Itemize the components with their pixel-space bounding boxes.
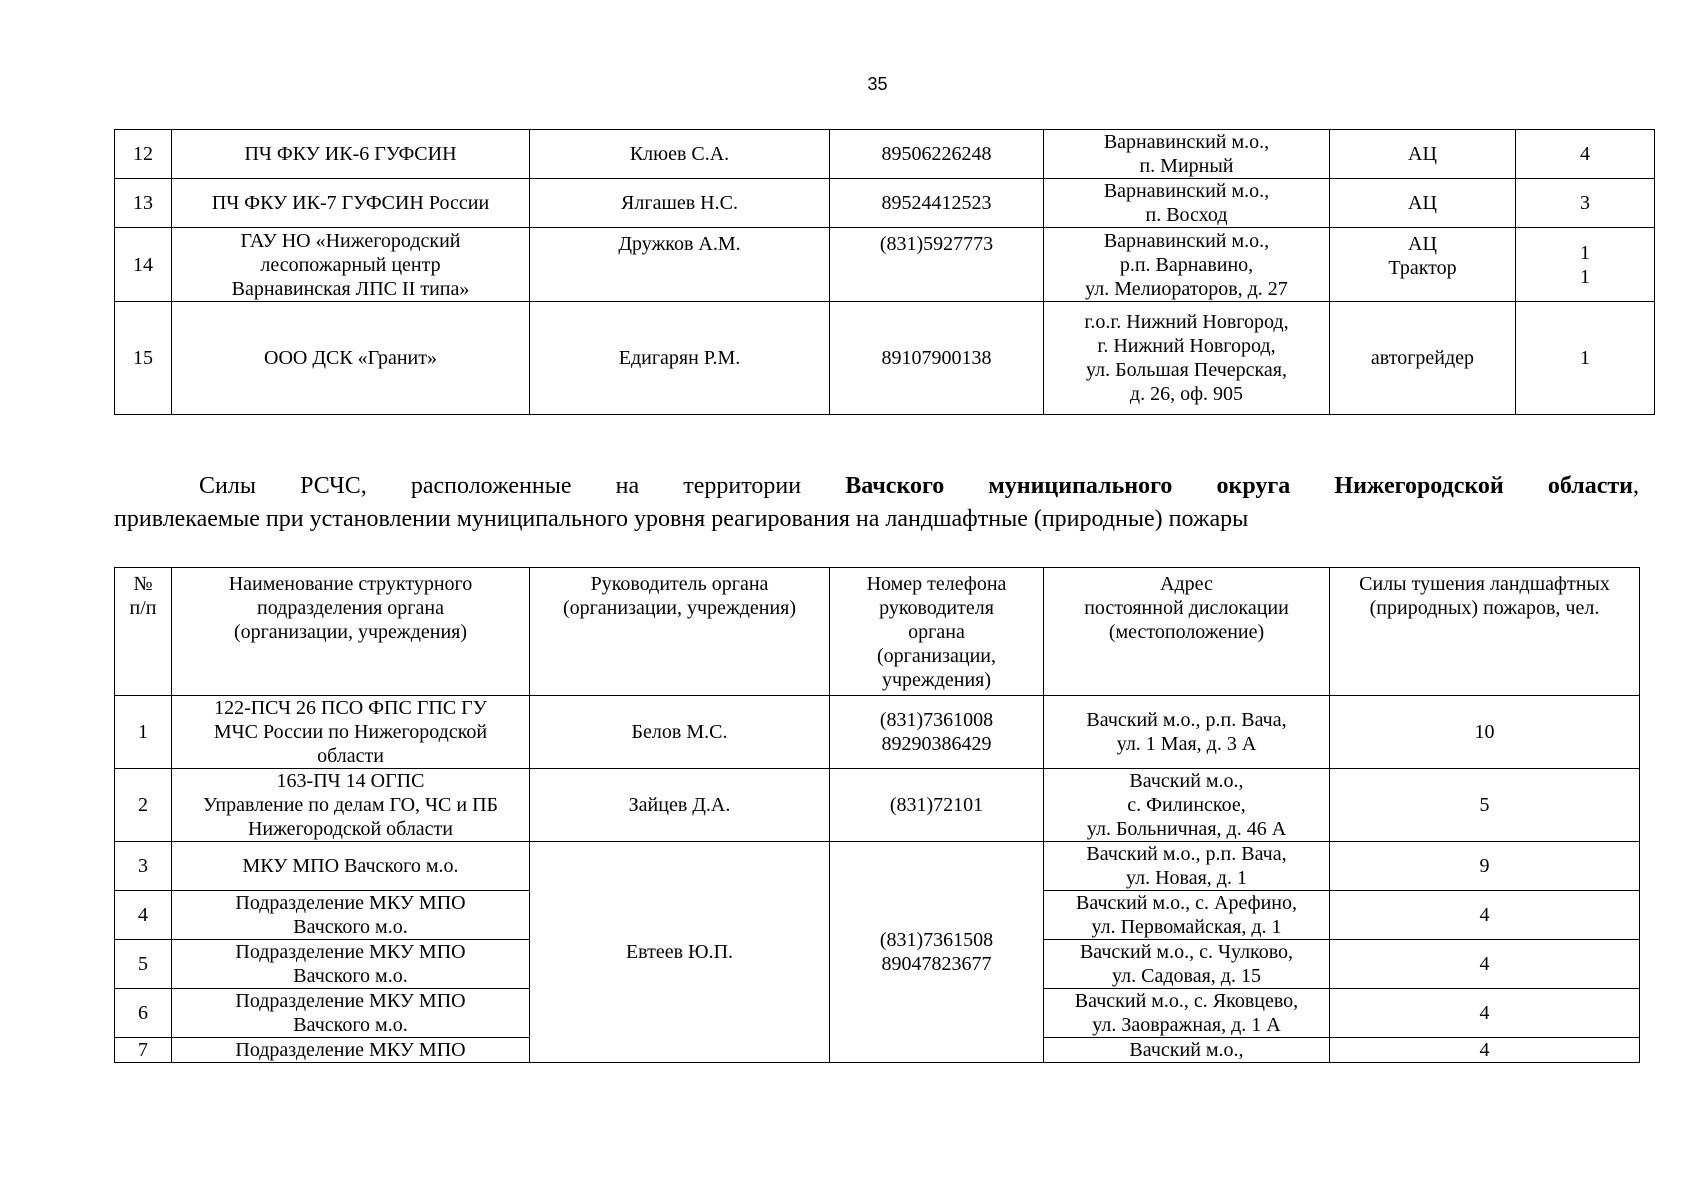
table-row [115, 842, 1640, 891]
cell-line: МЧС России по Нижегородской [213, 721, 488, 743]
phone-number [830, 769, 1044, 842]
header-address [1044, 568, 1330, 696]
cell-line: АЦ [1408, 192, 1437, 214]
header-line: учреждения) [881, 669, 992, 691]
head-name: Зайцев Д.А. [530, 769, 830, 842]
row-number: 12 [115, 130, 172, 179]
header-line: постоянной дислокации [1084, 597, 1289, 619]
cell-line: Вачского м.о. [293, 1014, 408, 1036]
cell-line: 1 [1580, 241, 1590, 264]
section-heading: Силы РСЧС, расположенные на территории Вачского муниципального округа Нижегородской области, привлекаемые при установлении муниципального уровня реагирования на ландшафтные (природные) пожары [114, 470, 1639, 536]
equipment-count [1516, 179, 1655, 228]
phone-number [830, 228, 1044, 302]
cell-line: г. Нижний Новгород, [1097, 335, 1276, 357]
cell-line: Варнавинский м.о., [1103, 131, 1270, 153]
cell-line: ул. Садовая, д. 15 [1112, 965, 1261, 987]
header-line: (местоположение) [1108, 621, 1265, 643]
equipment-count [1516, 228, 1655, 302]
cell-line: Вачского м.о. [293, 965, 408, 987]
cell-line: г.о.г. Нижний Новгород, [1084, 311, 1289, 333]
cell-line: Вачский м.о., [1129, 770, 1244, 792]
unit-name [172, 891, 530, 940]
equipment [1330, 130, 1516, 179]
cell-line: ООО ДСК «Гранит» [264, 347, 437, 369]
cell-line: 89047823677 [881, 953, 992, 975]
table-row [115, 302, 1655, 415]
cell-line: 89506226248 [881, 143, 992, 165]
cell-line: автогрейдер [1370, 347, 1475, 369]
org-name [172, 130, 530, 179]
page-number: 35 [867, 74, 888, 94]
forces-count: 4 [1330, 940, 1640, 989]
row-number: 3 [115, 842, 172, 891]
cell-line: Варнавинская ЛПС II типа» [231, 277, 470, 300]
cell-line: ул. Большая Печерская, [1085, 359, 1288, 381]
cell-line: 1 [1580, 347, 1590, 369]
row-number: 1 [115, 696, 172, 769]
address [1044, 842, 1330, 891]
cell-line: 89524412523 [881, 192, 992, 214]
header-line: (природных) пожаров, чел. [1369, 597, 1600, 619]
equipment [1330, 228, 1516, 302]
address [1044, 989, 1330, 1038]
cell-line: 89290386429 [881, 733, 992, 755]
forces-count: 5 [1330, 769, 1640, 842]
cell-line: лесопожарный центр [260, 253, 441, 276]
cell-line: Подразделение МКУ МПО [235, 892, 466, 914]
cell-line: 163-ПЧ 14 ОГПС [276, 770, 425, 792]
cell-line: Подразделение МКУ МПО [235, 941, 466, 963]
cell-line: п. Восход [1145, 204, 1228, 226]
org-name [172, 302, 530, 415]
row-number: 7 [115, 1038, 172, 1063]
address [1044, 228, 1330, 302]
heading-bold-municipality: Вачского муниципального округа Нижегородской области [845, 473, 1634, 499]
cell-line: АЦ [1408, 233, 1437, 255]
cell-line: Вачский м.о., с. Яковцево, [1074, 990, 1299, 1012]
forces-count: 4 [1330, 1038, 1640, 1063]
cell-line: ул. Заовражная, д. 1 А [1092, 1014, 1281, 1036]
cell-line: (831)5927773 [879, 233, 994, 255]
phone-number [830, 302, 1044, 415]
cell-line: п. Мирный [1139, 155, 1234, 177]
equipment [1330, 302, 1516, 415]
cell-line: ул. 1 Мая, д. 3 А [1116, 733, 1257, 755]
org-name [172, 179, 530, 228]
heading-line2: привлекаемые при установлении муниципального уровня реагирования на ландшафтные (природные) пожары [114, 506, 1249, 532]
cell-line: Вачский м.о., [1129, 1039, 1244, 1061]
head-name: Едигарян Р.М. [530, 302, 830, 415]
header-line: № [133, 573, 153, 595]
table-row [115, 130, 1655, 179]
cell-line: области [317, 745, 384, 767]
cell-line: 3 [1580, 192, 1590, 214]
vacha-forces-table [114, 567, 1640, 1063]
header-line: Номер телефона [866, 573, 1007, 595]
address [1044, 696, 1330, 769]
address [1044, 1038, 1330, 1063]
cell-line: Вачский м.о., р.п. Вача, [1086, 843, 1287, 865]
header-line: подразделения органа [257, 597, 444, 619]
header-line: органа [908, 621, 965, 643]
address [1044, 179, 1330, 228]
table-row [115, 179, 1655, 228]
header-num [115, 568, 172, 696]
address [1044, 940, 1330, 989]
unit-name [172, 696, 530, 769]
cell-line: Трактор [1388, 257, 1457, 279]
cell-line: с. Филинское, [1127, 794, 1246, 816]
forces-count: 10 [1330, 696, 1640, 769]
row-number: 6 [115, 989, 172, 1038]
row-number: 5 [115, 940, 172, 989]
header-line: Адрес [1160, 573, 1213, 595]
equipment [1330, 179, 1516, 228]
cell-line: Вачский м.о., с. Арефино, [1076, 892, 1297, 914]
phone-number-merged [830, 842, 1044, 1063]
header-line: Руководитель органа [590, 573, 769, 595]
cell-line: Вачский м.о., р.п. Вача, [1086, 709, 1287, 731]
header-head [530, 568, 830, 696]
cell-line: (831)7361508 [879, 929, 994, 951]
unit-name [172, 842, 530, 891]
address [1044, 302, 1330, 415]
head-name: Белов М.С. [530, 696, 830, 769]
address [1044, 130, 1330, 179]
header-line: руководителя [879, 597, 994, 619]
table-header-row [115, 568, 1640, 696]
row-number: 4 [115, 891, 172, 940]
cell-line: Управление по делам ГО, ЧС и ПБ [202, 794, 499, 816]
header-phone [830, 568, 1044, 696]
row-number: 13 [115, 179, 172, 228]
cell-line: р.п. Варнавино, [1119, 253, 1254, 276]
row-number: 15 [115, 302, 172, 415]
phone-number [830, 130, 1044, 179]
header-name [172, 568, 530, 696]
header-line: Наименование структурного [228, 573, 473, 595]
cell-line: Вачский м.о., с. Чулково, [1079, 941, 1294, 963]
unit-name [172, 940, 530, 989]
cell-line: Вачского м.о. [293, 916, 408, 938]
cell-line: ул. Мелиораторов, д. 27 [1085, 277, 1288, 300]
unit-name [172, 1038, 530, 1063]
cell-line: (831)72101 [889, 794, 984, 816]
equipment-count [1516, 302, 1655, 415]
row-number: 2 [115, 769, 172, 842]
cell-line: ПЧ ФКУ ИК-7 ГУФСИН России [211, 192, 490, 214]
cell-line: Подразделение МКУ МПО [235, 990, 466, 1012]
head-name: Клюев С.А. [530, 130, 830, 179]
phone-number [830, 179, 1044, 228]
forces-count: 9 [1330, 842, 1640, 891]
cell-line: 4 [1580, 143, 1590, 165]
head-name-merged: Евтеев Ю.П. [530, 842, 830, 1063]
head-name: Ялгашев Н.С. [530, 179, 830, 228]
table-row [115, 228, 1655, 302]
unit-name [172, 769, 530, 842]
head-name: Дружков А.М. [530, 228, 830, 302]
cell-line: ГАУ НО «Нижегородский [240, 229, 461, 252]
unit-name [172, 989, 530, 1038]
phone-number [830, 696, 1044, 769]
cell-line: д. 26, оф. 905 [1129, 383, 1244, 405]
address [1044, 769, 1330, 842]
cell-line: (831)7361008 [879, 709, 994, 731]
cell-line: МКУ МПО Вачского м.о. [242, 855, 459, 877]
table-row [115, 696, 1640, 769]
cell-line: АЦ [1408, 143, 1437, 165]
cell-line: Варнавинский м.о., [1103, 229, 1270, 252]
header-line: п/п [129, 597, 157, 619]
forces-count: 4 [1330, 989, 1640, 1038]
cell-line: ПЧ ФКУ ИК-6 ГУФСИН [244, 143, 457, 165]
table-row [115, 769, 1640, 842]
cell-line: ул. Больничная, д. 46 А [1086, 818, 1287, 840]
continued-forces-table [114, 129, 1655, 415]
cell-line: 89107900138 [881, 347, 992, 369]
cell-line: 1 [1580, 265, 1590, 288]
org-name [172, 228, 530, 302]
header-line: (организации, учреждения) [233, 621, 468, 643]
header-line: (организации, [876, 645, 997, 667]
header-line: (организации, учреждения) [562, 597, 797, 619]
address [1044, 891, 1330, 940]
cell-line: Варнавинский м.о., [1103, 180, 1270, 202]
cell-line: ул. Новая, д. 1 [1126, 867, 1247, 889]
cell-line: Подразделение МКУ МПО [235, 1039, 466, 1061]
cell-line: ул. Первомайская, д. 1 [1091, 916, 1282, 938]
equipment-count [1516, 130, 1655, 179]
row-number: 14 [115, 228, 172, 302]
forces-count: 4 [1330, 891, 1640, 940]
header-line: Силы тушения ландшафтных [1359, 573, 1610, 595]
cell-line: Нижегородской области [247, 818, 454, 840]
header-forces [1330, 568, 1640, 696]
cell-line: 122-ПСЧ 26 ПСО ФПС ГПС ГУ [214, 697, 487, 719]
